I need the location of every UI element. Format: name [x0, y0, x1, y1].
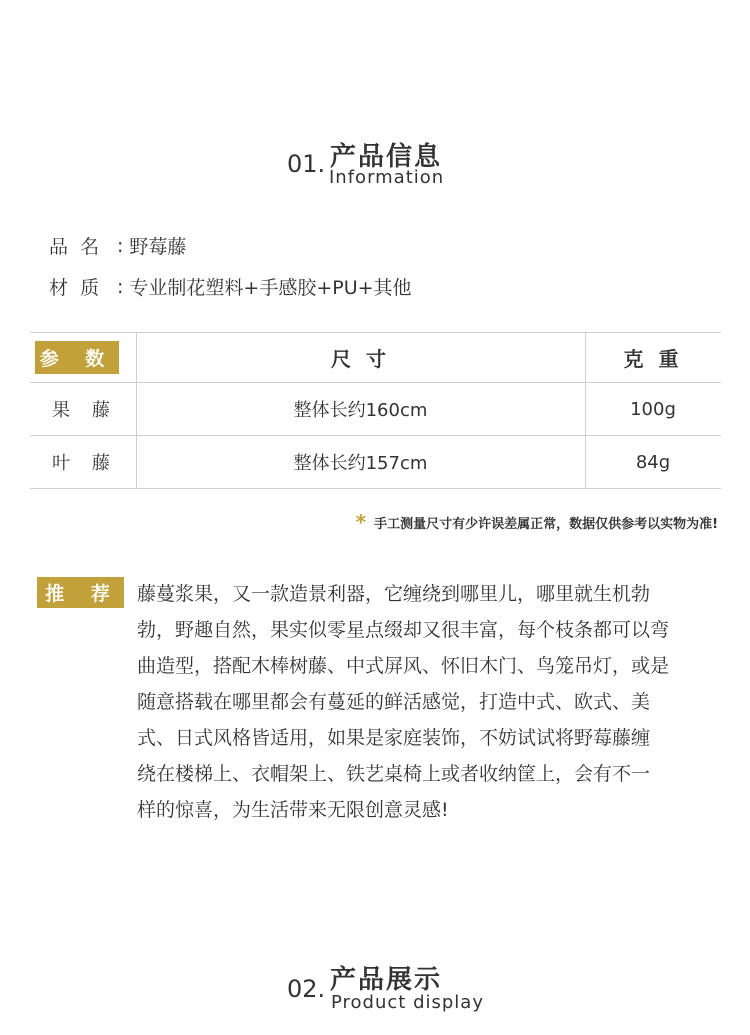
header-size: 尺 寸 — [331, 347, 390, 371]
section-title: 产品信息 — [330, 142, 443, 172]
header-param-badge: 参 数 — [35, 341, 119, 374]
section-title: 产品展示 — [330, 965, 443, 995]
section-number: 01. — [287, 150, 326, 178]
table-row — [30, 436, 721, 489]
measurement-note — [356, 510, 718, 534]
table-row — [30, 383, 721, 436]
header-param-cell — [35, 333, 119, 382]
description-line: 样的惊喜，为生活带来无限创意灵感! — [137, 799, 449, 821]
row-size: 整体长约157cm — [293, 453, 428, 474]
description-line: 藤蔓浆果，又一款造景利器，它缠绕到哪里儿，哪里就生机勃 — [137, 583, 651, 605]
info-key-name: 品 名 — [49, 236, 100, 258]
section-number: 02. — [287, 975, 326, 1003]
info-colon: : — [117, 275, 124, 298]
row-size: 整体长约160cm — [293, 400, 428, 421]
description-line: 曲造型，搭配木棒树藤、中式屏风、怀旧木门、鸟笼吊灯，或是 — [137, 655, 670, 677]
row-weight: 84g — [635, 451, 671, 473]
description-line: 勃，野趣自然，果实似零星点缀却又很丰富，每个枝条都可以弯 — [137, 619, 670, 641]
recommend-badge: 推 荐 — [37, 577, 124, 608]
description-line: 随意搭载在哪里都会有蔓延的鲜活感觉，打造中式、欧式、美 — [137, 691, 651, 713]
info-row-material — [49, 273, 412, 300]
header-weight: 克 重 — [623, 347, 683, 371]
info-value-name: 野莓藤 — [129, 236, 187, 258]
info-colon: : — [117, 234, 124, 257]
info-value-material: 专业制花塑料+手感胶+PU+其他 — [129, 277, 412, 299]
row-name: 果 藤 — [52, 400, 118, 421]
description-line: 绕在楼梯上、衣帽架上、铁艺桌椅上或者收纳筐上，会有不一 — [137, 763, 651, 785]
row-name: 叶 藤 — [52, 453, 118, 474]
recommend-description — [137, 576, 707, 828]
section-header-information — [0, 132, 750, 192]
asterisk-icon: * — [355, 510, 367, 534]
info-row-name — [49, 232, 186, 259]
info-key-material: 材 质 — [49, 277, 100, 299]
section-header-product-display — [0, 957, 750, 1017]
spec-table — [30, 332, 721, 489]
section-subtitle: Information — [329, 167, 445, 188]
section-subtitle: Product display — [331, 992, 484, 1013]
table-header-row — [30, 333, 721, 383]
note-text: 手工测量尺寸有少许误差属正常，数据仅供参考以实物为准! — [374, 516, 718, 532]
description-line: 式、日式风格皆适用，如果是家庭装饰，不妨试试将野莓藤缠 — [137, 727, 651, 749]
row-weight: 100g — [630, 398, 676, 420]
